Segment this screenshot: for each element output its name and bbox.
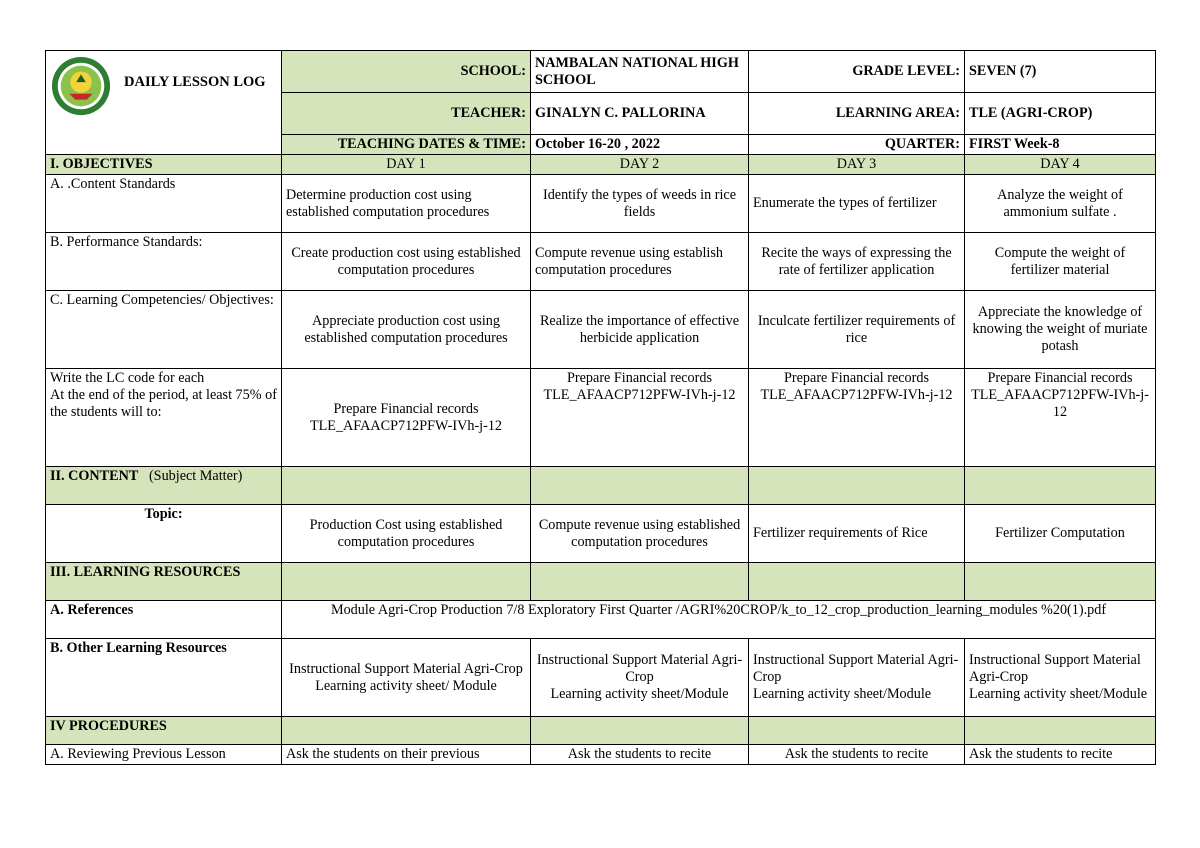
page-title: DAILY LESSON LOG xyxy=(124,74,266,90)
procedures-heading: IV PROCEDURES xyxy=(46,717,282,745)
header-title-cell xyxy=(46,51,282,155)
competency-cell: Appreciate the knowledge of knowing the weight of muriate potash xyxy=(965,291,1156,369)
learning-resources-heading: III. LEARNING RESOURCES xyxy=(46,563,282,601)
other-resource-cell: Instructional Support Material Agri-Crop Learning activity sheet/Module xyxy=(965,639,1156,717)
day-header: DAY 2 xyxy=(531,155,749,175)
performance-standard-cell: Create production cost using established computation procedures xyxy=(282,233,531,291)
topic-cell: Compute revenue using established computation procedures xyxy=(531,505,749,563)
grade-level-label: GRADE LEVEL: xyxy=(749,51,965,93)
competency-cell: Realize the importance of effective herbicide application xyxy=(531,291,749,369)
references-value: Module Agri-Crop Production 7/8 Exploratory First Quarter /AGRI%20CROP/k_to_12_crop_production_learning_modules %20(1).pdf xyxy=(282,601,1156,639)
lc-code-label: Write the LC code for each At the end of the period, at least 75% of the students will to: xyxy=(46,369,282,467)
other-resource-cell: Instructional Support Material Agri-Crop Learning activity sheet/Module xyxy=(531,639,749,717)
school-value: NAMBALAN NATIONAL HIGH SCHOOL xyxy=(531,51,749,93)
day-header: DAY 4 xyxy=(965,155,1156,175)
topic-cell: Fertilizer Computation xyxy=(965,505,1156,563)
competency-cell: Appreciate production cost using established computation procedures xyxy=(282,291,531,369)
objectives-heading: I. OBJECTIVES xyxy=(46,155,282,175)
school-label: SCHOOL: xyxy=(282,51,531,93)
content-heading-text: II. CONTENT xyxy=(50,468,139,484)
other-resource-cell: Instructional Support Material Agri-Crop Learning activity sheet/Module xyxy=(749,639,965,717)
teaching-dates-value: October 16-20 , 2022 xyxy=(531,135,749,155)
references-label: A. References xyxy=(46,601,282,639)
lc-code-cell: Prepare Financial records TLE_AFAACP712PFW-IVh-j-12 xyxy=(282,369,531,467)
learning-area-label: LEARNING AREA: xyxy=(749,93,965,135)
grade-level-value: SEVEN (7) xyxy=(965,51,1156,93)
content-heading xyxy=(46,467,282,505)
content-standard-cell: Identify the types of weeds in rice fields xyxy=(531,175,749,233)
other-resource-cell: Instructional Support Material Agri-Crop Learning activity sheet/ Module xyxy=(282,639,531,717)
learning-competencies-label: C. Learning Competencies/ Objectives: xyxy=(46,291,282,369)
teacher-value: GINALYN C. PALLORINA xyxy=(531,93,749,135)
review-cell: Ask the students to recite xyxy=(965,745,1156,765)
review-cell: Ask the students to recite xyxy=(749,745,965,765)
lc-code-cell: Prepare Financial records TLE_AFAACP712PFW-IVh-j-12 xyxy=(965,369,1156,467)
quarter-label: QUARTER: xyxy=(749,135,965,155)
day-header: DAY 1 xyxy=(282,155,531,175)
performance-standard-cell: Compute revenue using establish computation procedures xyxy=(531,233,749,291)
teacher-label: TEACHER: xyxy=(282,93,531,135)
school-seal-logo xyxy=(50,55,112,117)
lc-code-cell: Prepare Financial records TLE_AFAACP712PFW-IVh-j-12 xyxy=(749,369,965,467)
performance-standards-label: B. Performance Standards: xyxy=(46,233,282,291)
lc-code-cell: Prepare Financial records TLE_AFAACP712PFW-IVh-j-12 xyxy=(531,369,749,467)
topic-cell: Production Cost using established computation procedures xyxy=(282,505,531,563)
review-cell: Ask the students on their previous xyxy=(282,745,531,765)
daily-lesson-log-table xyxy=(45,50,1156,765)
content-standards-label: A. .Content Standards xyxy=(46,175,282,233)
reviewing-lesson-label: A. Reviewing Previous Lesson xyxy=(46,745,282,765)
review-cell: Ask the students to recite xyxy=(531,745,749,765)
performance-standard-cell: Compute the weight of fertilizer material xyxy=(965,233,1156,291)
content-heading-sub: (Subject Matter) xyxy=(148,468,243,484)
topic-label: Topic: xyxy=(46,505,282,563)
content-standard-cell: Determine production cost using established computation procedures xyxy=(282,175,531,233)
day-header: DAY 3 xyxy=(749,155,965,175)
topic-cell: Fertilizer requirements of Rice xyxy=(749,505,965,563)
content-standard-cell: Enumerate the types of fertilizer xyxy=(749,175,965,233)
competency-cell: Inculcate fertilizer requirements of rice xyxy=(749,291,965,369)
content-standard-cell: Analyze the weight of ammonium sulfate . xyxy=(965,175,1156,233)
performance-standard-cell: Recite the ways of expressing the rate of fertilizer application xyxy=(749,233,965,291)
teaching-dates-label: TEACHING DATES & TIME: xyxy=(282,135,531,155)
other-resources-label: B. Other Learning Resources xyxy=(46,639,282,717)
learning-area-value: TLE (AGRI-CROP) xyxy=(965,93,1156,135)
quarter-value: FIRST Week-8 xyxy=(965,135,1156,155)
